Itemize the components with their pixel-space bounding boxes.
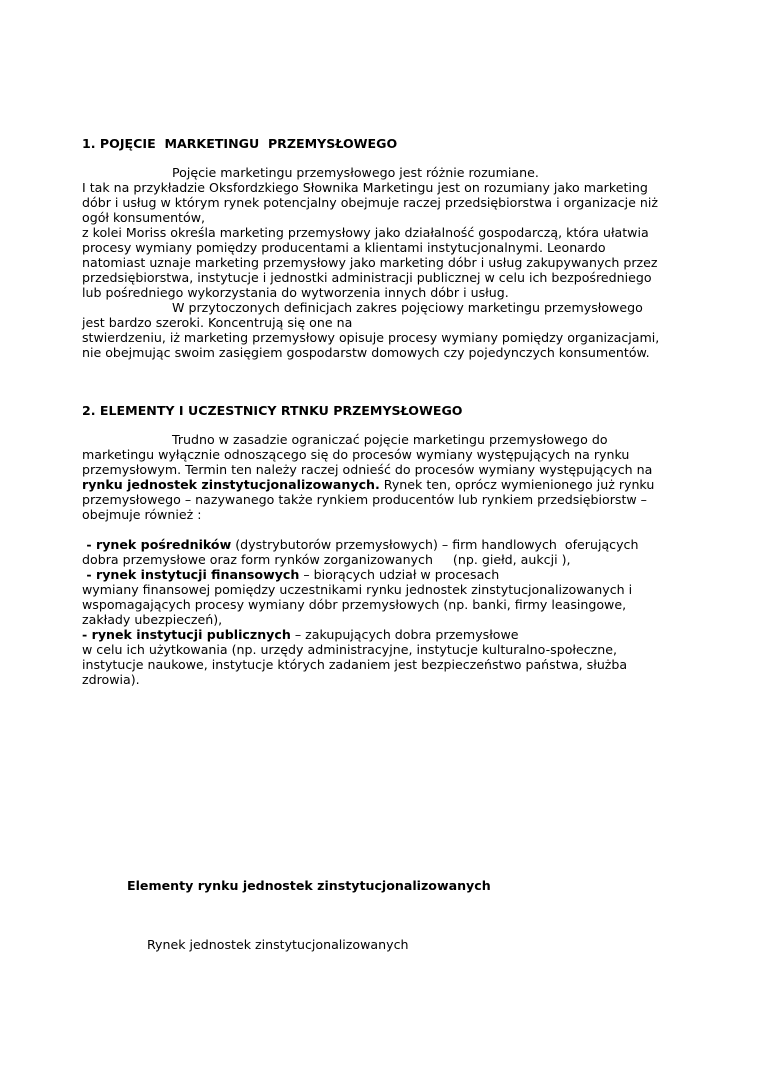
paragraph-line: ogół konsumentów, [82, 210, 206, 225]
line-text: Rynek ten, oprócz wymienionego już rynku [379, 477, 655, 492]
list-item-term: - rynek instytucji publicznych [82, 627, 291, 642]
section2-heading: 2. ELEMENTY I UCZESTNICY RTNKU PRZEMYSŁOWEGO [82, 403, 463, 418]
list-item-text: (dystrybutorów przemysłowych) – firm handlowych oferujących [231, 537, 639, 552]
blank-line [82, 522, 682, 537]
section3-text: Rynek jednostek zinstytucjonalizowanych [147, 937, 409, 952]
paragraph-line [82, 477, 682, 492]
paragraph-line: w celu ich użytkowania (np. urzędy administracyjne, instytucje kulturalno-społeczne, [82, 642, 617, 657]
paragraph-line: zakłady ubezpieczeń), [82, 612, 223, 627]
paragraph-line: wymiany finansowej pomiędzy uczestnikami rynku jednostek zinstytucjonalizowanych i [82, 582, 633, 597]
paragraph-line: przemysłowego – nazywanego także rynkiem producentów lub rynkiem przedsiębiorstw – [82, 492, 647, 507]
paragraph-line: dobra przemysłowe oraz form rynków zorganizowanych (np. giełd, aukcji ), [82, 552, 571, 567]
paragraph-line: instytucje naukowe, instytucje których zadaniem jest bezpieczeństwo państwa, służba [82, 657, 628, 672]
section2-body [82, 432, 682, 687]
section1-heading: 1. POJĘCIE MARKETINGU PRZEMYSŁOWEGO [82, 136, 398, 151]
paragraph-line: z kolei Moriss określa marketing przemysłowy jako działalność gospodarczą, która ułatwia [82, 225, 649, 240]
paragraph-line: wspomagających procesy wymiany dóbr przemysłowych (np. banki, firmy leasingowe, [82, 597, 627, 612]
list-item [82, 627, 682, 642]
list-item [82, 537, 682, 552]
paragraph-line: lub pośredniego wykorzystania do wytworzenia innych dóbr i usług. [82, 285, 509, 300]
section3-heading: Elementy rynku jednostek zinstytucjonalizowanych [127, 878, 491, 893]
paragraph-line: nie obejmując swoim zasięgiem gospodarstw domowych czy pojedynczych konsumentów. [82, 345, 650, 360]
paragraph-line: procesy wymiany pomiędzy producentami a klientami instytucjonalnymi. Leonardo [82, 240, 606, 255]
paragraph-line: dóbr i usług w którym rynek potencjalny obejmuje raczej przedsiębiorstwa i organizacje niż [82, 195, 659, 210]
list-item [82, 567, 682, 582]
paragraph-line: przemysłowym. Termin ten należy raczej odnieść do procesów wymiany występujących na [82, 462, 653, 477]
paragraph-line: I tak na przykładzie Oksfordzkiego Słownika Marketingu jest on rozumiany jako marketing [82, 180, 648, 195]
paragraph-line: stwierdzeniu, iż marketing przemysłowy opisuje procesy wymiany pomiędzy organizacjami, [82, 330, 660, 345]
paragraph-line: Pojęcie marketingu przemysłowego jest różnie rozumiane. [172, 165, 539, 180]
paragraph-line: marketingu wyłącznie odnoszącego się do procesów wymiany występujących na rynku [82, 447, 630, 462]
list-item-text: – biorących udział w procesach [299, 567, 500, 582]
bold-term: rynku jednostek zinstytucjonalizowanych. [82, 477, 380, 492]
paragraph-line: przedsiębiorstwa, instytucje i jednostki administracji publicznej w celu ich bezpośredniego [82, 270, 652, 285]
list-item-term: - rynek instytucji finansowych [82, 567, 300, 582]
paragraph-line: Trudno w zasadzie ograniczać pojęcie marketingu przemysłowego do [172, 432, 608, 447]
list-item-text: – zakupujących dobra przemysłowe [290, 627, 519, 642]
paragraph-line: obejmuje również : [82, 507, 202, 522]
list-item-term: - rynek pośredników [82, 537, 232, 552]
paragraph-line: jest bardzo szeroki. Koncentrują się one na [82, 315, 353, 330]
paragraph-line: natomiast uznaje marketing przemysłowy jako marketing dóbr i usług zakupywanych przez [82, 255, 658, 270]
paragraph-line: W przytoczonych definicjach zakres pojęciowy marketingu przemysłowego [172, 300, 643, 315]
paragraph-line: zdrowia). [82, 672, 140, 687]
section1-body [82, 165, 682, 360]
